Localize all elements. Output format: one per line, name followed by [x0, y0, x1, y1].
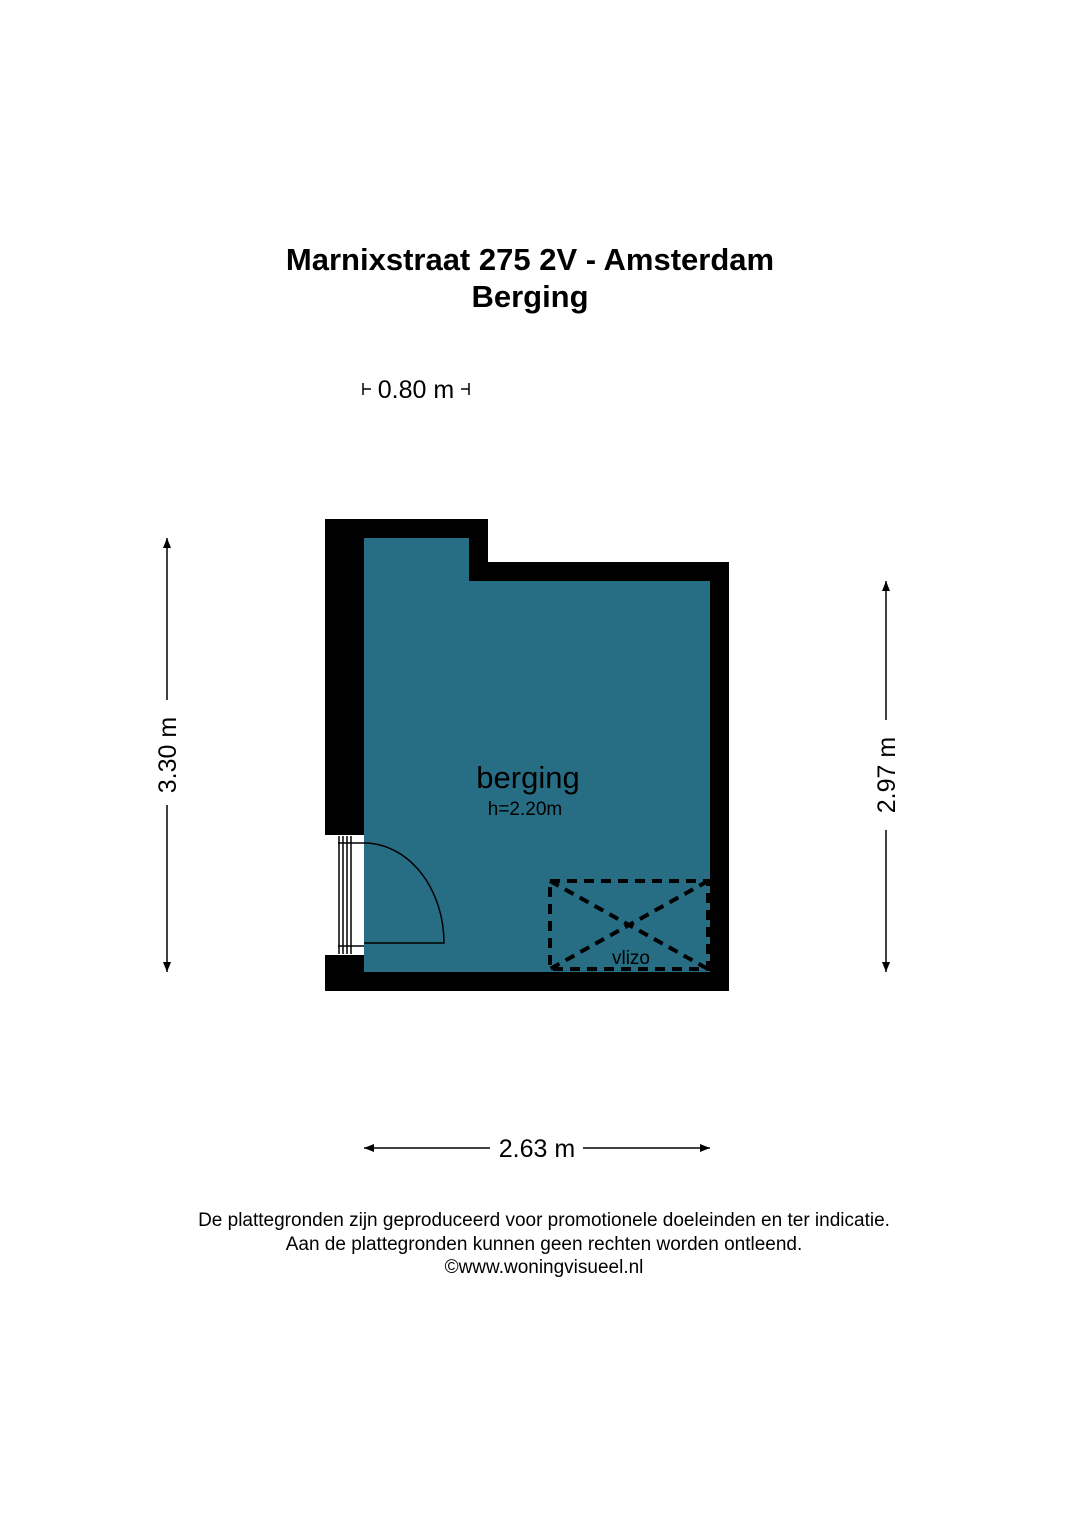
- dimension-left: [154, 538, 182, 972]
- dimension-right: [873, 581, 901, 972]
- copyright-line: ©www.woningvisueel.nl: [444, 1257, 644, 1278]
- dimension-left-label: 3.30 m: [154, 716, 182, 794]
- dimension-right-label: 2.97 m: [873, 736, 901, 814]
- dimension-bottom: [364, 1135, 710, 1163]
- room-height: h=2.20m: [487, 799, 563, 820]
- hatch-label: vlizo: [611, 948, 651, 969]
- dimension-top: [363, 376, 469, 404]
- disclaimer-line-2: Aan de plattegronden kunnen geen rechten worden ontleend.: [285, 1234, 803, 1255]
- dimension-top-label: 0.80 m: [377, 376, 455, 404]
- page-subtitle: Berging: [471, 279, 589, 314]
- disclaimer-line-1: De plattegronden zijn geproduceerd voor promotionele doeleinden en ter indicatie.: [198, 1210, 890, 1231]
- dimension-bottom-label: 2.63 m: [498, 1135, 576, 1163]
- room-name: berging: [476, 760, 580, 795]
- door-opening: [325, 835, 364, 955]
- page-title: Marnixstraat 275 2V - Amsterdam: [285, 242, 775, 277]
